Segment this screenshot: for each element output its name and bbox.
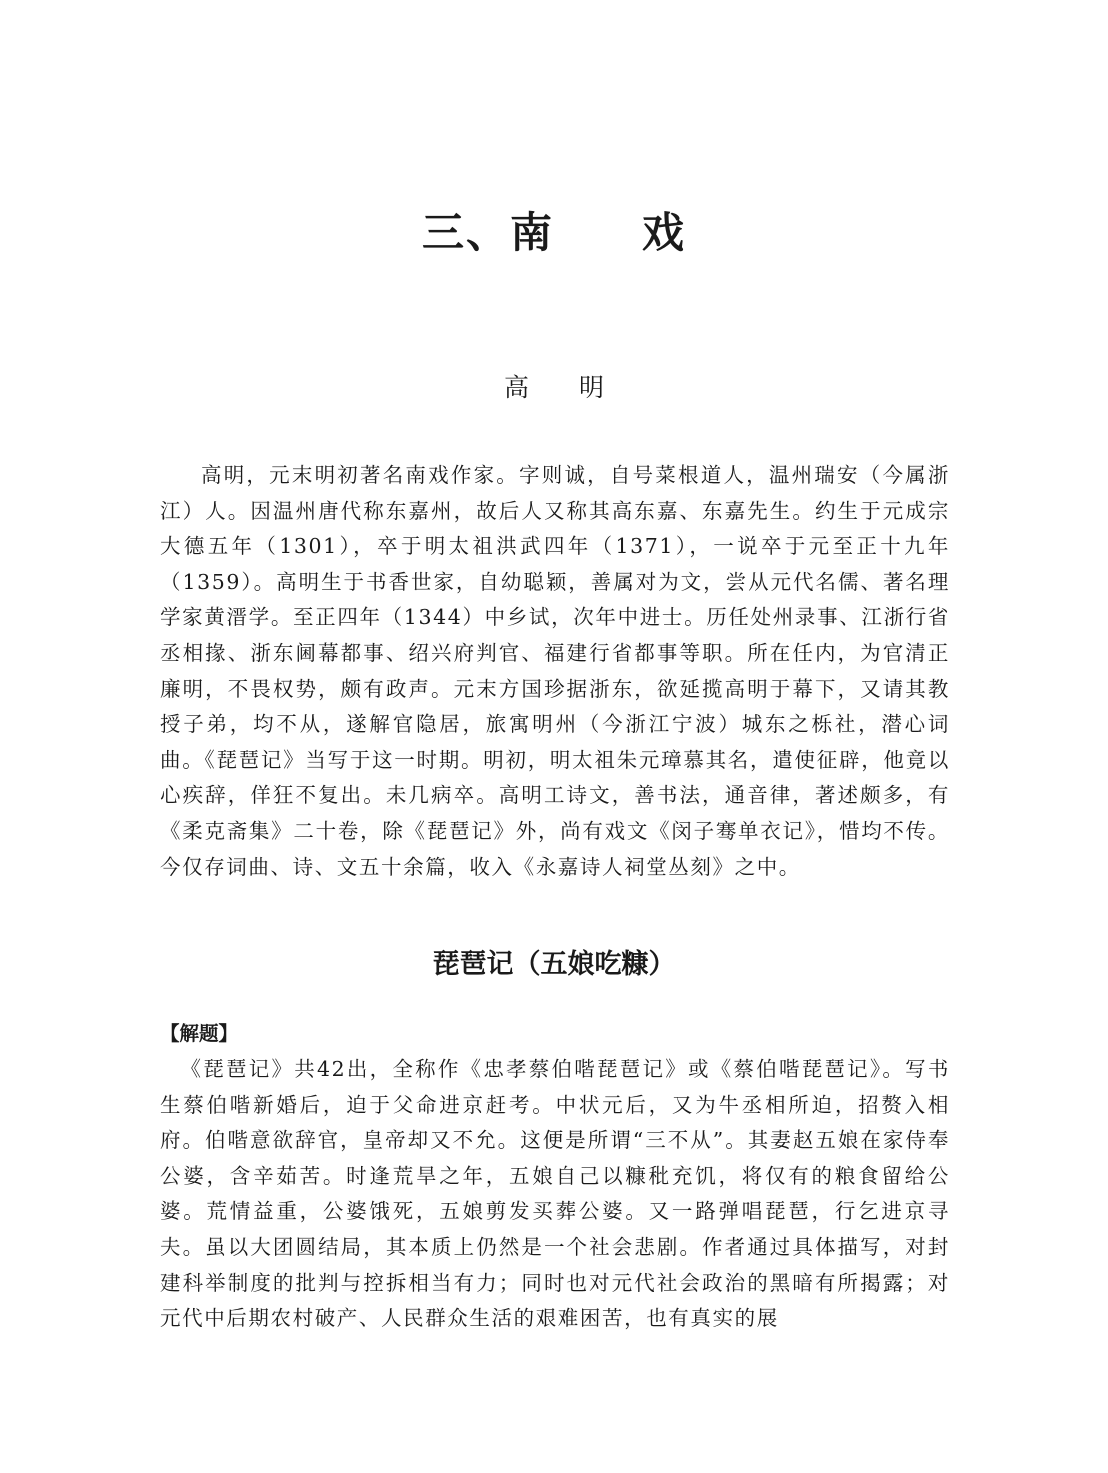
section-label-jieti: 【解题】 bbox=[160, 1022, 239, 1045]
work-introduction-paragraph: 《琵琶记》共42出，全称作《忠孝蔡伯喈琵琶记》或《蔡伯喈琵琶记》。写书生蔡伯喈新婚后，迫于父命进京赶考。中状元后，又为牛丞相所迫，招赘入相府。伯喈意欲辞官，皇帝却又不允。这便是所谓“三不从”。其妻赵五娘在家侍奉公婆，含辛茹苦。时逢荒旱之年，五娘自己以糠秕充饥，将仅有的粮食留给公婆。荒情益重，公婆饿死，五娘剪发买葬公婆。又一路弹唱琵琶，行乞进京寻夫。虽以大团圆结局，其本质上仍然是一个社会悲剧。作者通过具体描写，对封建科举制度的批判与控拆相当有力；同时也对元代社会政治的黑暗有所揭露；对元代中后期农村破产、人民群众生活的艰难困苦，也有真实的展 bbox=[160, 1057, 950, 1331]
work-title: 琵琶记（五娘吃糠） bbox=[432, 949, 676, 980]
chapter-title: 三、南 戏 bbox=[421, 208, 686, 257]
author-biography-paragraph: 高明，元末明初著名南戏作家。字则诚，自号菜根道人，温州瑞安（今属浙江）人。因温州唐代称东嘉州，故后人又称其高东嘉、东嘉先生。约生于元成宗大德五年（1301），卒于明太祖洪武四年（1371），一说卒于元至正十九年（1359）。高明生于书香世家，自幼聪颖，善属对为文，尝从元代名儒、著名理学家黄溍学。至正四年（1344）中乡试，次年中进士。历任处州录事、江浙行省丞相掾、浙东阃幕都事、绍兴府判官、福建行省都事等职。所在任内，为官清正廉明，不畏权势，颇有政声。元末方国珍据浙东，欲延揽高明于幕下，又请其教授子弟，均不从，遂解官隐居，旅寓明州（今浙江宁波）城东之栎社，潜心词曲。《琵琶记》当写于这一时期。明初，明太祖朱元璋慕其名，遣使征辟，他竟以心疾辞，佯狂不复出。未几病卒。高明工诗文，善书法，通音律，著述颇多，有《柔克斋集》二十卷，除《琵琶记》外，尚有戏文《闵子骞单衣记》，惜均不传。今仅存词曲、诗、文五十余篇，收入《永嘉诗人祠堂丛刻》之中。 bbox=[160, 463, 950, 879]
author-heading: 高 明 bbox=[503, 373, 604, 402]
